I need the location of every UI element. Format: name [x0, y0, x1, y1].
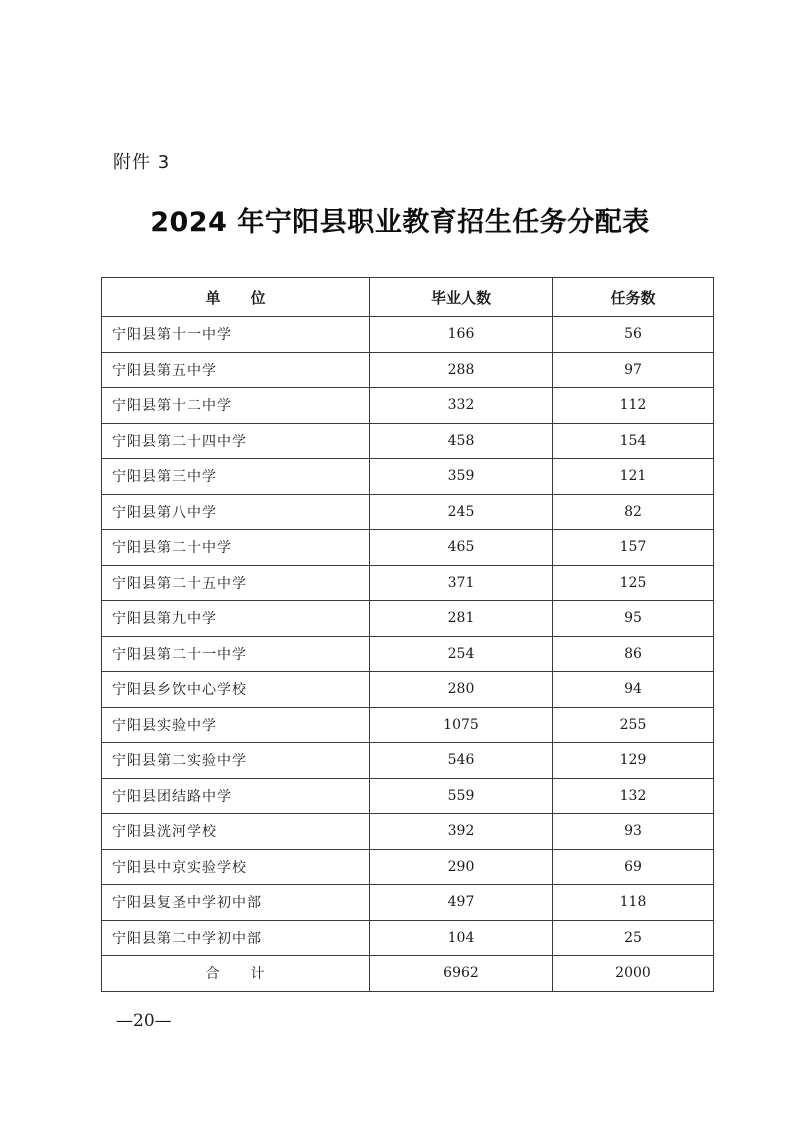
- quota-cell: 125: [553, 565, 714, 601]
- graduates-cell: 280: [370, 672, 553, 708]
- quota-cell: 86: [553, 636, 714, 672]
- quota-cell: 94: [553, 672, 714, 708]
- unit-cell: 宁阳县第二十四中学: [102, 423, 370, 459]
- graduates-cell: 458: [370, 423, 553, 459]
- graduates-cell: 1075: [370, 707, 553, 743]
- unit-cell: 宁阳县第十一中学: [102, 317, 370, 353]
- unit-cell: 宁阳县第三中学: [102, 459, 370, 495]
- graduates-cell: 465: [370, 530, 553, 566]
- table-row: [102, 352, 714, 388]
- table-row: [102, 885, 714, 921]
- unit-cell: 宁阳县第二实验中学: [102, 743, 370, 779]
- unit-cell: 宁阳县第九中学: [102, 601, 370, 637]
- graduates-cell: 497: [370, 885, 553, 921]
- graduates-cell: 288: [370, 352, 553, 388]
- header-graduates: 毕业人数: [370, 278, 553, 317]
- quota-cell: 93: [553, 814, 714, 850]
- table-row: [102, 849, 714, 885]
- graduates-cell: 392: [370, 814, 553, 850]
- quota-cell: 112: [553, 388, 714, 424]
- quota-cell: 82: [553, 494, 714, 530]
- table-row: [102, 459, 714, 495]
- graduates-cell: 559: [370, 778, 553, 814]
- quota-cell: 157: [553, 530, 714, 566]
- table-row: [102, 388, 714, 424]
- total-quota: 2000: [553, 956, 714, 992]
- table-row: [102, 565, 714, 601]
- unit-cell: 宁阳县第十二中学: [102, 388, 370, 424]
- header-quota: 任务数: [553, 278, 714, 317]
- graduates-cell: 281: [370, 601, 553, 637]
- graduates-cell: 290: [370, 849, 553, 885]
- attachment-label: 附件 3: [113, 152, 171, 173]
- table-row: [102, 423, 714, 459]
- unit-cell: 宁阳县洸河学校: [102, 814, 370, 850]
- graduates-cell: 371: [370, 565, 553, 601]
- quota-cell: 121: [553, 459, 714, 495]
- page-number: —20—: [116, 1011, 172, 1031]
- quota-cell: 118: [553, 885, 714, 921]
- graduates-cell: 104: [370, 920, 553, 956]
- unit-cell: 宁阳县复圣中学初中部: [102, 885, 370, 921]
- table-header-row: [102, 278, 714, 317]
- quota-cell: 95: [553, 601, 714, 637]
- table-row: [102, 778, 714, 814]
- graduates-cell: 166: [370, 317, 553, 353]
- table-row: [102, 743, 714, 779]
- unit-cell: 宁阳县第二十五中学: [102, 565, 370, 601]
- unit-cell: 宁阳县实验中学: [102, 707, 370, 743]
- table-row: [102, 707, 714, 743]
- quota-cell: 56: [553, 317, 714, 353]
- unit-cell: 宁阳县第八中学: [102, 494, 370, 530]
- unit-cell: 宁阳县乡饮中心学校: [102, 672, 370, 708]
- table-row: [102, 601, 714, 637]
- page-title: 2024 年宁阳县职业教育招生任务分配表: [150, 207, 650, 238]
- unit-cell: 宁阳县第五中学: [102, 352, 370, 388]
- table-row: [102, 636, 714, 672]
- total-graduates: 6962: [370, 956, 553, 992]
- table-row: [102, 814, 714, 850]
- quota-cell: 69: [553, 849, 714, 885]
- table-total-row: [102, 956, 714, 992]
- table-row: [102, 530, 714, 566]
- table-row: [102, 317, 714, 353]
- unit-cell: 宁阳县第二十中学: [102, 530, 370, 566]
- unit-cell: 宁阳县第二十一中学: [102, 636, 370, 672]
- quota-cell: 25: [553, 920, 714, 956]
- unit-cell: 宁阳县团结路中学: [102, 778, 370, 814]
- quota-cell: 255: [553, 707, 714, 743]
- total-label: 合 计: [102, 956, 370, 992]
- unit-cell: 宁阳县中京实验学校: [102, 849, 370, 885]
- quota-cell: 129: [553, 743, 714, 779]
- table-row: [102, 494, 714, 530]
- unit-cell: 宁阳县第二中学初中部: [102, 920, 370, 956]
- header-unit: 单 位: [102, 278, 370, 317]
- table-row: [102, 672, 714, 708]
- graduates-cell: 332: [370, 388, 553, 424]
- quota-cell: 97: [553, 352, 714, 388]
- table-row: [102, 920, 714, 956]
- graduates-cell: 359: [370, 459, 553, 495]
- quota-cell: 132: [553, 778, 714, 814]
- allocation-table: [101, 277, 714, 992]
- graduates-cell: 546: [370, 743, 553, 779]
- quota-cell: 154: [553, 423, 714, 459]
- graduates-cell: 245: [370, 494, 553, 530]
- graduates-cell: 254: [370, 636, 553, 672]
